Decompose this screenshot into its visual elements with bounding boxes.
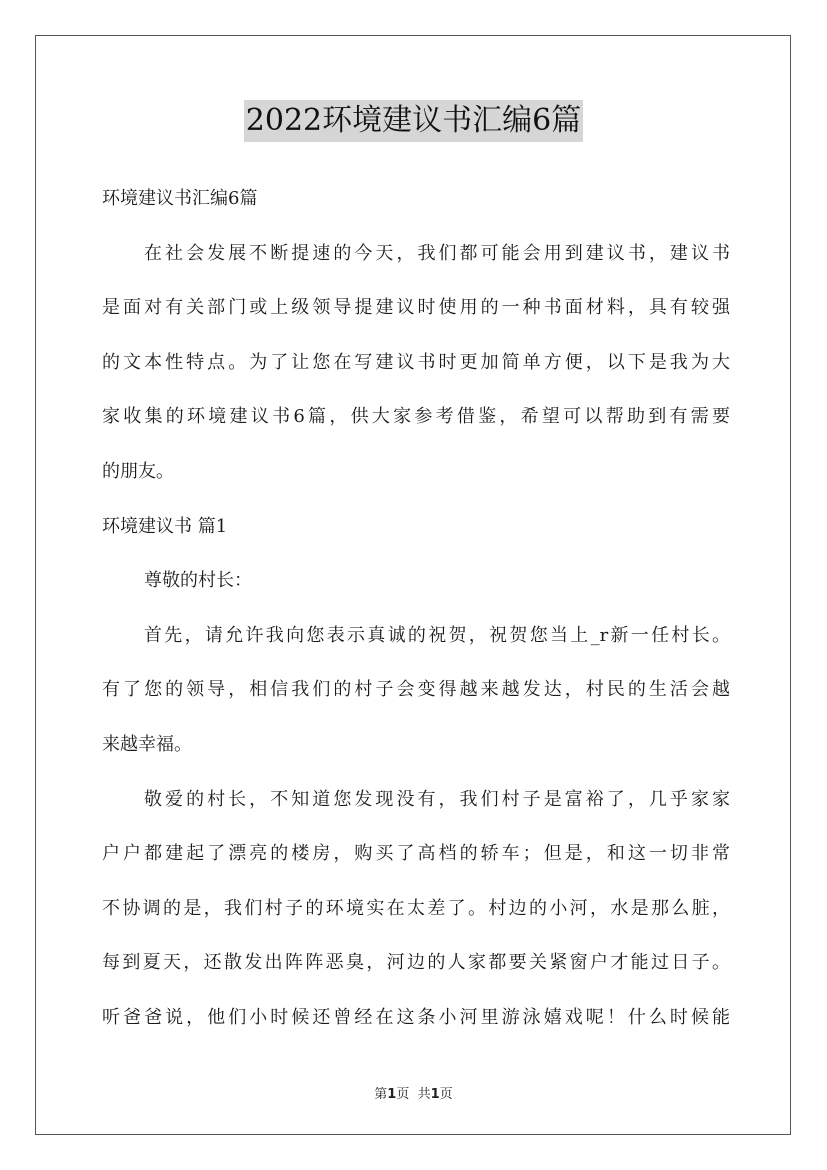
- document-title: 2022环境建议书汇编6篇: [244, 100, 583, 142]
- total-suffix: 页: [439, 1087, 453, 1102]
- paragraph-line: 首先，请允许我向您表示真诚的祝贺，祝贺您当上_r新一任村长。: [144, 624, 730, 646]
- total-prefix: 共: [417, 1087, 431, 1102]
- paragraph-line: 家收集的环境建议书6篇，供大家参考借鉴，希望可以帮助到有需要: [102, 406, 730, 428]
- paragraph-line: 听爸爸说，他们小时候还曾经在这条小河里游泳嬉戏呢！什么时候能: [102, 1006, 730, 1028]
- page-prefix: 第: [374, 1087, 388, 1102]
- paragraph-line: 的朋友。: [102, 460, 174, 482]
- page-suffix: 页: [396, 1087, 410, 1102]
- subtitle-line: 环境建议书汇编6篇: [102, 188, 258, 209]
- paragraph-line: 敬爱的村长，不知道您发现没有，我们村子是富裕了，几乎家家: [144, 788, 730, 810]
- page-footer: [0, 1083, 827, 1102]
- paragraph-line: 的文本性特点。为了让您在写建议书时更加简单方便，以下是我为大: [102, 351, 730, 373]
- document-body: [102, 172, 730, 1046]
- paragraph-line: 在社会发展不断提速的今天，我们都可能会用到建议书，建议书: [144, 242, 730, 264]
- salutation-line: 尊敬的村长：: [144, 570, 252, 592]
- section-heading: 环境建议书 篇1: [102, 515, 228, 537]
- title-container: [0, 100, 827, 142]
- paragraph-line: 户户都建起了漂亮的楼房，购买了高档的轿车；但是，和这一切非常: [102, 843, 730, 865]
- paragraph-line: 来越幸福。: [102, 733, 192, 755]
- total-pages: 1: [430, 1087, 440, 1102]
- paragraph-line: 是面对有关部门或上级领导提建议时使用的一种书面材料，具有较强: [102, 297, 730, 319]
- paragraph-line: 每到夏天，还散发出阵阵恶臭，河边的人家都要关紧窗户才能过日子。: [102, 952, 730, 974]
- page-number: 1: [387, 1087, 397, 1102]
- paragraph-line: 不协调的是，我们村子的环境实在太差了。村边的小河，水是那么脏，: [102, 897, 730, 919]
- paragraph-line: 有了您的领导，相信我们的村子会变得越来越发达，村民的生活会越: [102, 679, 730, 701]
